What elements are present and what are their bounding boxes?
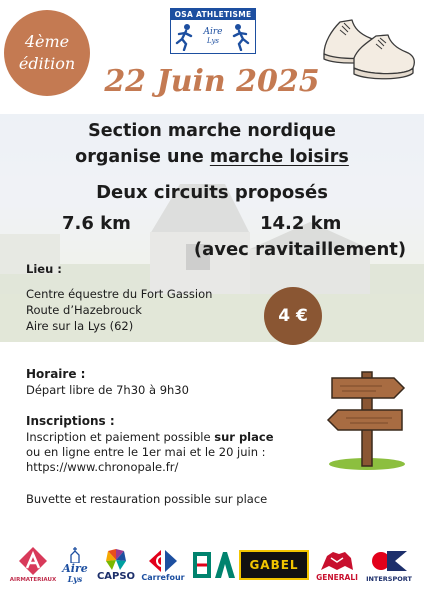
headline-line2-prefix: organise une (75, 147, 210, 167)
sponsor-intersport-text: INTERSPORT (366, 575, 412, 583)
church-icon (67, 547, 83, 563)
sponsor-capso-text: CAPSO (96, 570, 136, 582)
location-line: Route d’Hazebrouck (26, 303, 142, 317)
registration-label: Inscriptions : (26, 414, 115, 428)
schedule-label: Horaire : (26, 367, 86, 381)
circuit-distance-long: 14.2 km (260, 213, 342, 234)
edition-number: 4ème (24, 32, 70, 51)
headline-line2 (0, 147, 424, 167)
price-badge: 4 € (264, 287, 322, 345)
sponsor-generali (312, 540, 362, 590)
sponsor-gabel (240, 540, 308, 590)
airmateriaux-logo-icon (18, 546, 48, 576)
location-line: Centre équestre du Fort Gassion (26, 287, 213, 301)
club-logo-city-line1: Aire (203, 26, 223, 37)
signpost-icon (322, 364, 412, 472)
refreshments-text: Buvette et restauration possible sur place (26, 492, 268, 506)
capso-logo-icon (104, 549, 128, 571)
registration-line1-prefix: Inscription et paiement possible (26, 430, 215, 444)
registration-line1 (26, 430, 274, 445)
sponsor-aire-sur-la-lys (58, 540, 92, 590)
club-logo (170, 8, 256, 54)
registration-line2: ou en ligne entre le 1er mai et le 20 juin : (26, 445, 266, 459)
sponsor-airmateriaux (10, 540, 56, 590)
headline-line1: Section marche nordique (88, 121, 336, 141)
sponsor-aire-lys-text: Lys (67, 574, 83, 584)
sponsor-carrefour-text: Carrefour (141, 573, 185, 582)
circuit-long-note: (avec ravitaillement) (193, 239, 407, 260)
sponsor-generali-text: GENERALI (316, 573, 358, 582)
sponsor-airmateriaux-text: AIRMATERIAUX (9, 577, 57, 583)
generali-lion-icon (317, 548, 357, 574)
event-date: 22 Juin 2025 (104, 64, 320, 99)
club-logo-city-line2: Lys (206, 36, 220, 45)
registration-link[interactable]: https://www.chronopale.fr/ (26, 460, 179, 474)
credit-agricole-logo-icon (191, 548, 235, 582)
runner-icon (229, 23, 251, 51)
club-logo-name: OSA ATHLETISME (171, 9, 255, 20)
carrefour-logo-icon (145, 548, 181, 574)
sponsor-credit-agricole (190, 540, 236, 590)
location-label: Lieu : (26, 262, 62, 276)
circuit-distance-short: 7.6 km (62, 213, 131, 234)
sponsors-row (0, 540, 424, 590)
sponsor-carrefour (138, 540, 188, 590)
headline-underlined: marche loisirs (209, 147, 349, 167)
runner-icon (174, 23, 196, 51)
sponsor-capso (94, 540, 138, 590)
location-line: Aire sur la Lys (62) (26, 319, 134, 333)
intersport-logo-icon (369, 547, 409, 575)
sponsor-gabel-text: GABEL (239, 550, 308, 580)
circuits-heading: Deux circuits proposés (96, 182, 328, 203)
registration-onsite: sur place (214, 430, 274, 444)
schedule-text: Départ libre de 7h30 à 9h30 (26, 383, 189, 397)
sponsor-intersport (364, 540, 414, 590)
edition-label: édition (18, 54, 76, 73)
sponsor-aire-text: Aire (62, 562, 88, 575)
club-logo-city (203, 28, 222, 46)
